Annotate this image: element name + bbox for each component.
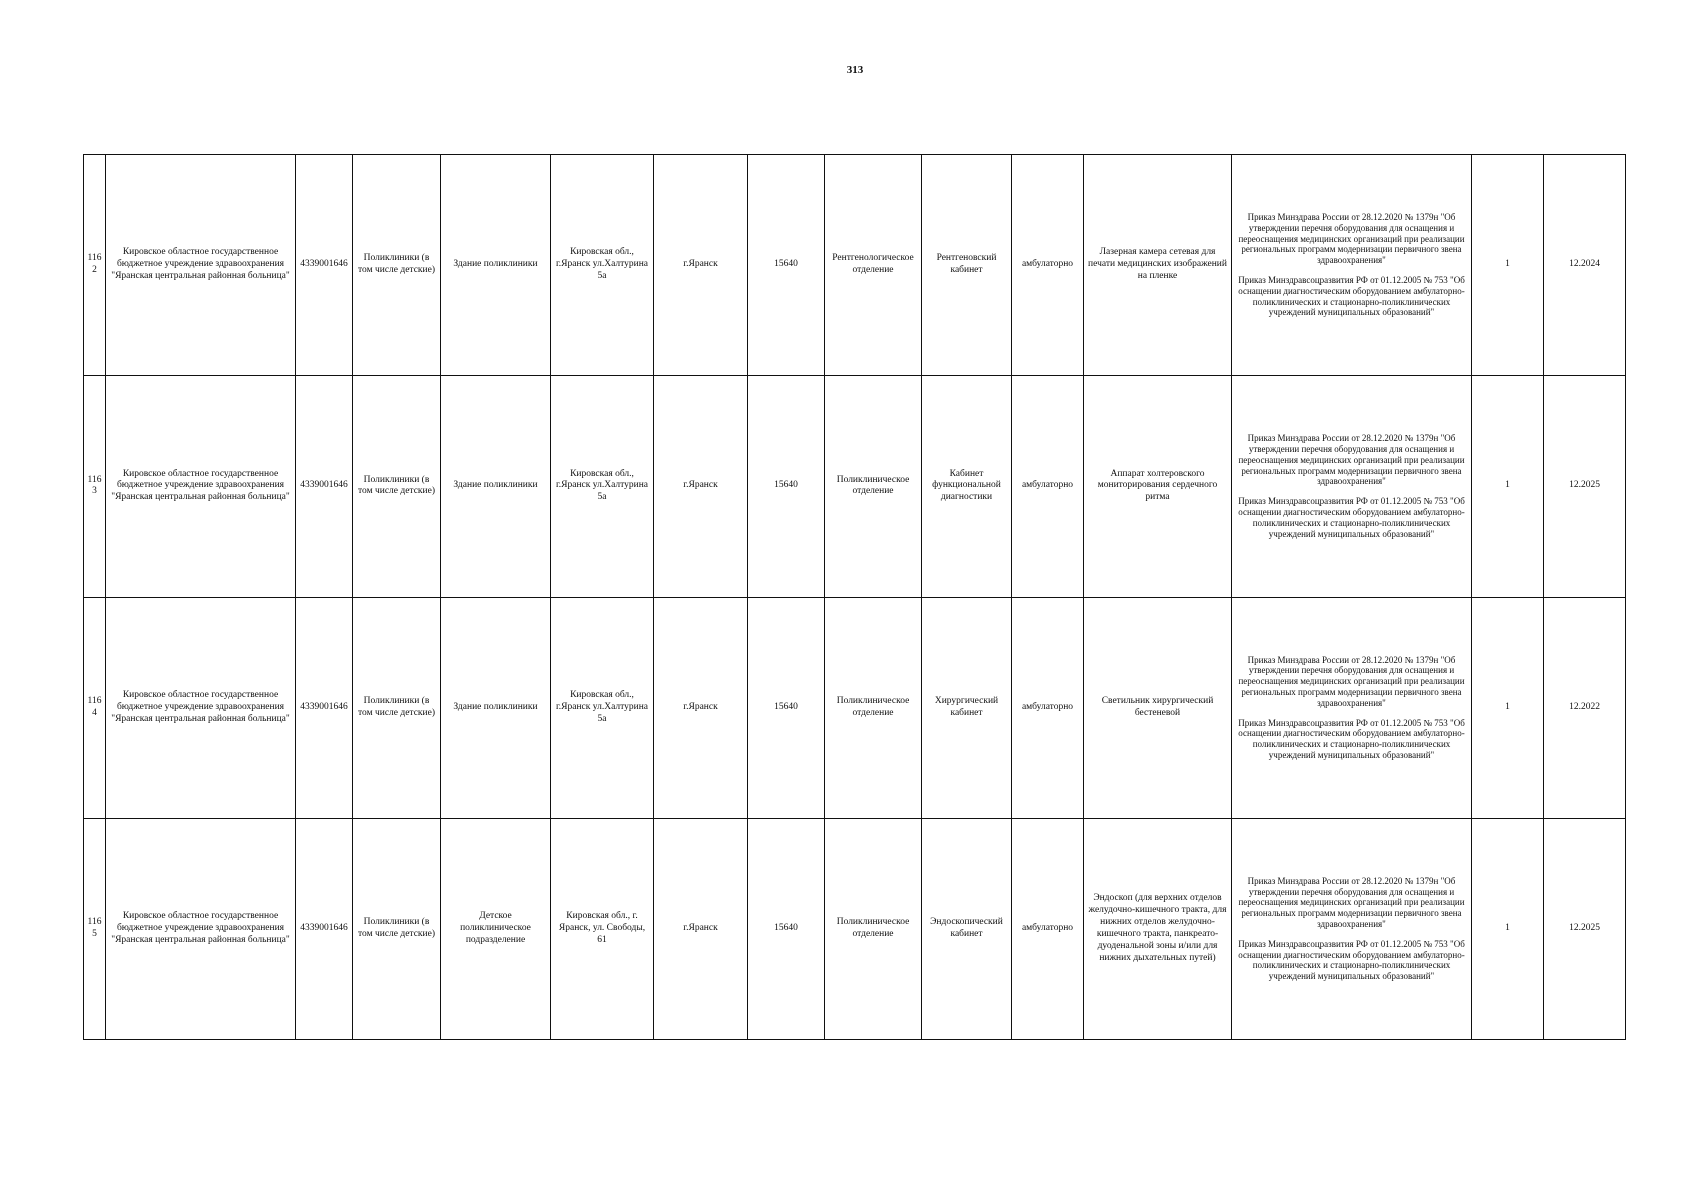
organization-cell: Кировское областное государственное бюджетное учреждение здравоохранения "Яранская центральная районная больница" bbox=[106, 376, 296, 597]
institution-type-cell: Поликлиники (в том числе детские) bbox=[353, 818, 441, 1039]
care-mode-cell: амбулаторно bbox=[1012, 155, 1084, 376]
quantity-cell: 1 bbox=[1472, 155, 1544, 376]
equipment-cell: Аппарат холтеровского мониторирования сердечного ритма bbox=[1084, 376, 1232, 597]
organization-cell: Кировское областное государственное бюджетное учреждение здравоохранения "Яранская центральная районная больница" bbox=[106, 818, 296, 1039]
equipment-cell: Светильник хирургический бестеневой bbox=[1084, 597, 1232, 818]
organization-cell: Кировское областное государственное бюджетное учреждение здравоохранения "Яранская центральная районная больница" bbox=[106, 155, 296, 376]
regulation-doc-text: Приказ Минздрава России от 28.12.2020 № 1379н "Об утверждении перечня оборудования для оснащения и переоснащения медицинских организаций при реализации региональных программ модернизации первичного звена здравоохранения" bbox=[1238, 654, 1465, 708]
address-cell: Кировская обл., г.Яранск ул.Халтурина 5а bbox=[551, 376, 654, 597]
table-row bbox=[84, 597, 1626, 818]
department-cell: Поликлиническое отделение bbox=[825, 376, 922, 597]
city-cell: г.Яранск bbox=[654, 155, 748, 376]
row-number-cell: 1162 bbox=[84, 155, 106, 376]
page-number: 313 bbox=[846, 64, 864, 76]
inn-cell: 4339001646 bbox=[296, 155, 353, 376]
building-cell: Здание поликлиники bbox=[441, 597, 551, 818]
institution-type-cell: Поликлиники (в том числе детские) bbox=[353, 376, 441, 597]
regulation-docs-cell bbox=[1232, 155, 1472, 376]
inn-cell: 4339001646 bbox=[296, 376, 353, 597]
code-cell: 15640 bbox=[748, 155, 825, 376]
building-cell: Детское поликлиническое подразделение bbox=[441, 818, 551, 1039]
row-number-cell: 1163 bbox=[84, 376, 106, 597]
department-cell: Рентгенологическое отделение bbox=[825, 155, 922, 376]
date-cell: 12.2022 bbox=[1544, 597, 1626, 818]
department-cell: Поликлиническое отделение bbox=[825, 818, 922, 1039]
regulation-docs-cell bbox=[1232, 818, 1472, 1039]
address-cell: Кировская обл., г. Яранск, ул. Свободы, 61 bbox=[551, 818, 654, 1039]
code-cell: 15640 bbox=[748, 597, 825, 818]
regulation-doc-text: Приказ Минздрава России от 28.12.2020 № 1379н "Об утверждении перечня оборудования для оснащения и переоснащения медицинских организаций при реализации региональных программ модернизации первичного звена здравоохранения" bbox=[1238, 433, 1465, 487]
organization-cell: Кировское областное государственное бюджетное учреждение здравоохранения "Яранская центральная районная больница" bbox=[106, 597, 296, 818]
code-cell: 15640 bbox=[748, 376, 825, 597]
quantity-cell: 1 bbox=[1472, 818, 1544, 1039]
building-cell: Здание поликлиники bbox=[441, 376, 551, 597]
cabinet-cell: Хирургический кабинет bbox=[922, 597, 1012, 818]
regulation-doc-text: Приказ Минздравсоцразвития РФ от 01.12.2005 № 753 "Об оснащении диагностическим оборудованием амбулаторно-поликлинических и стационарно-поликлинических учреждений муниципальных образований" bbox=[1238, 717, 1465, 760]
regulation-doc-text: Приказ Минздравсоцразвития РФ от 01.12.2005 № 753 "Об оснащении диагностическим оборудованием амбулаторно-поликлинических и стационарно-поликлинических учреждений муниципальных образований" bbox=[1238, 275, 1465, 318]
cabinet-cell: Рентгеновский кабинет bbox=[922, 155, 1012, 376]
date-cell: 12.2025 bbox=[1544, 818, 1626, 1039]
equipment-table bbox=[83, 154, 1626, 1040]
quantity-cell: 1 bbox=[1472, 376, 1544, 597]
regulation-docs-cell bbox=[1232, 597, 1472, 818]
care-mode-cell: амбулаторно bbox=[1012, 376, 1084, 597]
date-cell: 12.2024 bbox=[1544, 155, 1626, 376]
cabinet-cell: Кабинет функциональной диагностики bbox=[922, 376, 1012, 597]
cabinet-cell: Эндоскопический кабинет bbox=[922, 818, 1012, 1039]
regulation-doc-text: Приказ Минздравсоцразвития РФ от 01.12.2005 № 753 "Об оснащении диагностическим оборудованием амбулаторно-поликлинических и стационарно-поликлинических учреждений муниципальных образований" bbox=[1238, 938, 1465, 982]
inn-cell: 4339001646 bbox=[296, 818, 353, 1039]
building-cell: Здание поликлиники bbox=[441, 155, 551, 376]
address-cell: Кировская обл., г.Яранск ул.Халтурина 5а bbox=[551, 597, 654, 818]
regulation-doc-text: Приказ Минздравсоцразвития РФ от 01.12.2005 № 753 "Об оснащении диагностическим оборудованием амбулаторно-поликлинических и стационарно-поликлинических учреждений муниципальных образований" bbox=[1238, 496, 1465, 539]
row-number-cell: 1165 bbox=[84, 818, 106, 1039]
table-row bbox=[84, 376, 1626, 597]
department-cell: Поликлиническое отделение bbox=[825, 597, 922, 818]
address-cell: Кировская обл., г.Яранск ул.Халтурина 5а bbox=[551, 155, 654, 376]
regulation-doc-text: Приказ Минздрава России от 28.12.2020 № 1379н "Об утверждении перечня оборудования для оснащения и переоснащения медицинских организаций при реализации региональных программ модернизации первичного звена здравоохранения" bbox=[1238, 875, 1465, 929]
equipment-cell: Лазерная камера сетевая для печати медицинских изображений на пленке bbox=[1084, 155, 1232, 376]
city-cell: г.Яранск bbox=[654, 818, 748, 1039]
code-cell: 15640 bbox=[748, 818, 825, 1039]
quantity-cell: 1 bbox=[1472, 597, 1544, 818]
care-mode-cell: амбулаторно bbox=[1012, 818, 1084, 1039]
regulation-docs-cell bbox=[1232, 376, 1472, 597]
city-cell: г.Яранск bbox=[654, 597, 748, 818]
table-body bbox=[84, 155, 1626, 1040]
equipment-cell: Эндоскоп (для верхних отделов желудочно-кишечного тракта, для нижних отделов желудочно-кишечного тракта, панкреато-дуоденальной зоны и/или для нижних дыхательных путей) bbox=[1084, 818, 1232, 1039]
table-row bbox=[84, 155, 1626, 376]
care-mode-cell: амбулаторно bbox=[1012, 597, 1084, 818]
date-cell: 12.2025 bbox=[1544, 376, 1626, 597]
institution-type-cell: Поликлиники (в том числе детские) bbox=[353, 597, 441, 818]
regulation-doc-text: Приказ Минздрава России от 28.12.2020 № 1379н "Об утверждении перечня оборудования для оснащения и переоснащения медицинских организаций при реализации региональных программ модернизации первичного звена здравоохранения" bbox=[1238, 212, 1465, 266]
city-cell: г.Яранск bbox=[654, 376, 748, 597]
row-number-cell: 1164 bbox=[84, 597, 106, 818]
inn-cell: 4339001646 bbox=[296, 597, 353, 818]
institution-type-cell: Поликлиники (в том числе детские) bbox=[353, 155, 441, 376]
table-row bbox=[84, 818, 1626, 1039]
